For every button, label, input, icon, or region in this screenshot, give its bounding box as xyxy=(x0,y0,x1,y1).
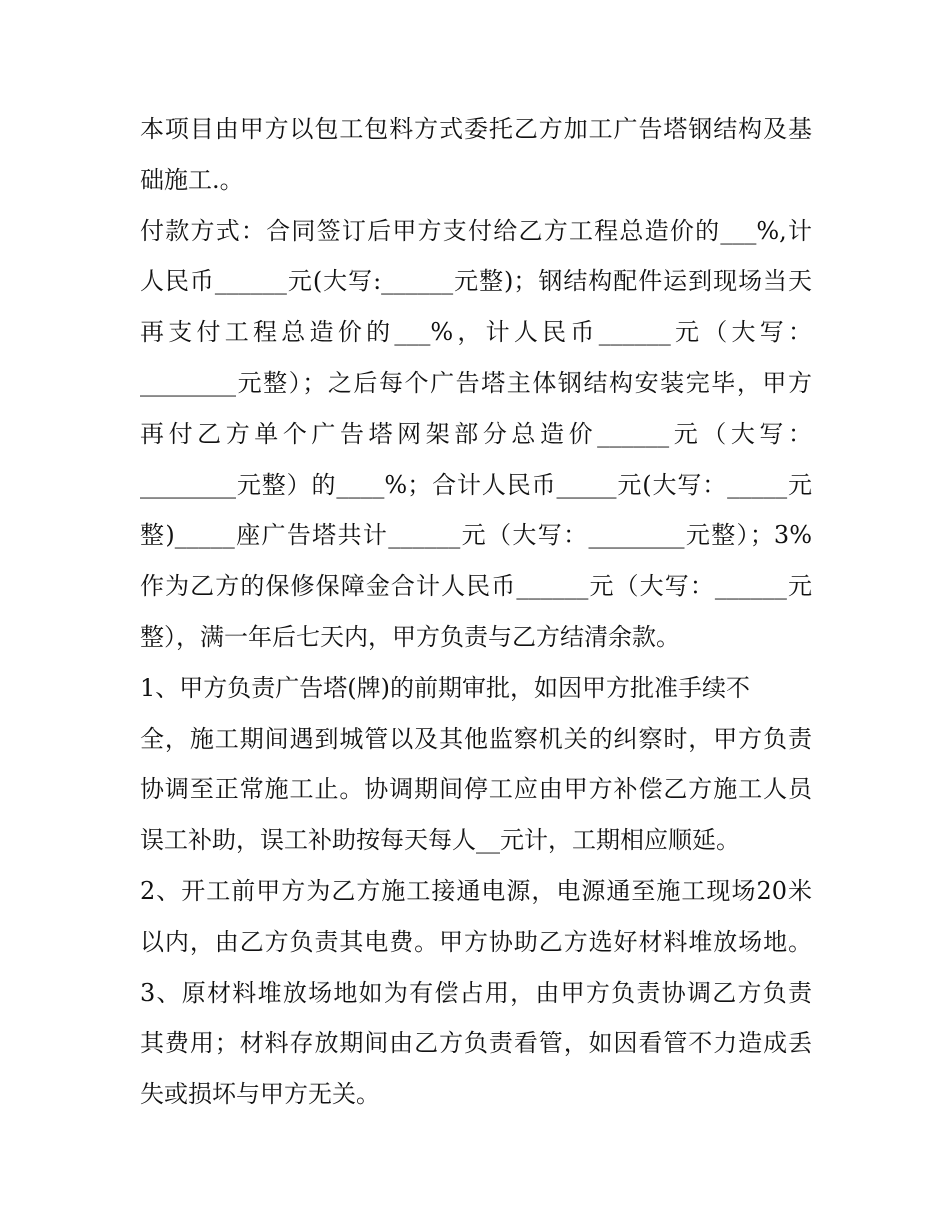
text-line: 误工补助，误工补助按每天每人__元计，工期相应顺延。 xyxy=(140,826,740,855)
text-line: 协调至正常施工止。协调期间停工应由甲方补偿乙方施工人员 xyxy=(140,775,812,804)
text-line: 付款方式：合同签订后甲方支付给乙方工程总造价的___%,计 xyxy=(140,216,812,245)
text-line: 再支付工程总造价的___%，计人民币______元（大写： xyxy=(140,318,812,347)
text-line: 本项目由甲方以包工包料方式委托乙方加工广告塔钢结构及基 xyxy=(140,115,812,143)
text-line: ________元整）；之后每个广告塔主体钢结构安装完毕，甲方 xyxy=(140,368,812,397)
text-line: 整），满一年后七天内，甲方负责与乙方结清余款。 xyxy=(140,622,680,651)
text-line: 3、原材料堆放场地如为有偿占用，由甲方负责协调乙方负责 xyxy=(140,978,812,1007)
text-line: 2、开工前甲方为乙方施工接通电源，电源通至施工现场20米 xyxy=(140,876,812,905)
text-line: 再付乙方单个广告塔网架部分总造价______元（大写： xyxy=(140,419,812,448)
text-line: 整)_____座广告塔共计______元（大写：________元整）；3% xyxy=(140,521,812,550)
text-line: 作为乙方的保修保障金合计人民币______元（大写：______元 xyxy=(140,572,812,601)
text-line: 础施工.。 xyxy=(140,165,244,194)
text-line: 人民币______元(大写:______元整)；钢结构配件运到现场当天 xyxy=(140,267,812,296)
text-line: 失或损坏与甲方无关。 xyxy=(140,1080,380,1109)
contract-body xyxy=(140,104,812,1120)
text-line: ________元整）的____%；合计人民币_____元(大写：_____元 xyxy=(140,470,812,499)
text-line: 以内，由乙方负责其电费。甲方协助乙方选好材料堆放场地。 xyxy=(140,927,812,956)
text-line: 1、甲方负责广告塔(牌)的前期审批，如因甲方批准手续不 xyxy=(140,673,750,702)
text-line: 全，施工期间遇到城管以及其他监察机关的纠察时，甲方负责 xyxy=(140,724,812,753)
text-line: 其费用；材料存放期间由乙方负责看管，如因看管不力造成丢 xyxy=(140,1029,812,1058)
